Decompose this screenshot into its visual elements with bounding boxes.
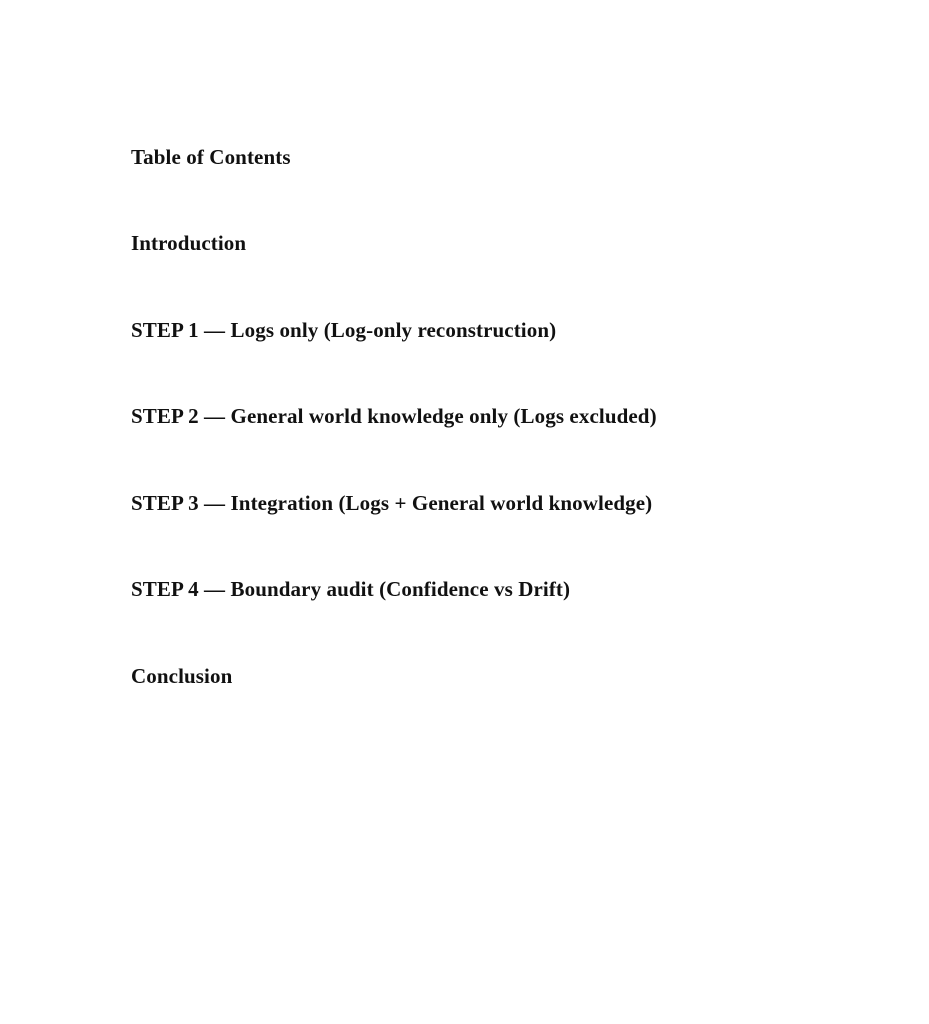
toc-entry-step-4[interactable]: STEP 4 — Boundary audit (Confidence vs Drift) xyxy=(131,577,571,602)
toc-list xyxy=(131,228,657,748)
toc-entry-step-1[interactable]: STEP 1 — Logs only (Log-only reconstruction) xyxy=(131,317,557,342)
toc-entry-introduction[interactable]: Introduction xyxy=(131,231,247,255)
toc-entry-conclusion[interactable]: Conclusion xyxy=(131,663,233,688)
toc-entry-step-2[interactable]: STEP 2 — General world knowledge only (Logs excluded) xyxy=(131,404,657,429)
toc-entry-step-3[interactable]: STEP 3 — Integration (Logs + General world knowledge) xyxy=(131,490,653,515)
toc-title: Table of Contents xyxy=(131,145,291,169)
table-of-contents xyxy=(131,142,871,688)
